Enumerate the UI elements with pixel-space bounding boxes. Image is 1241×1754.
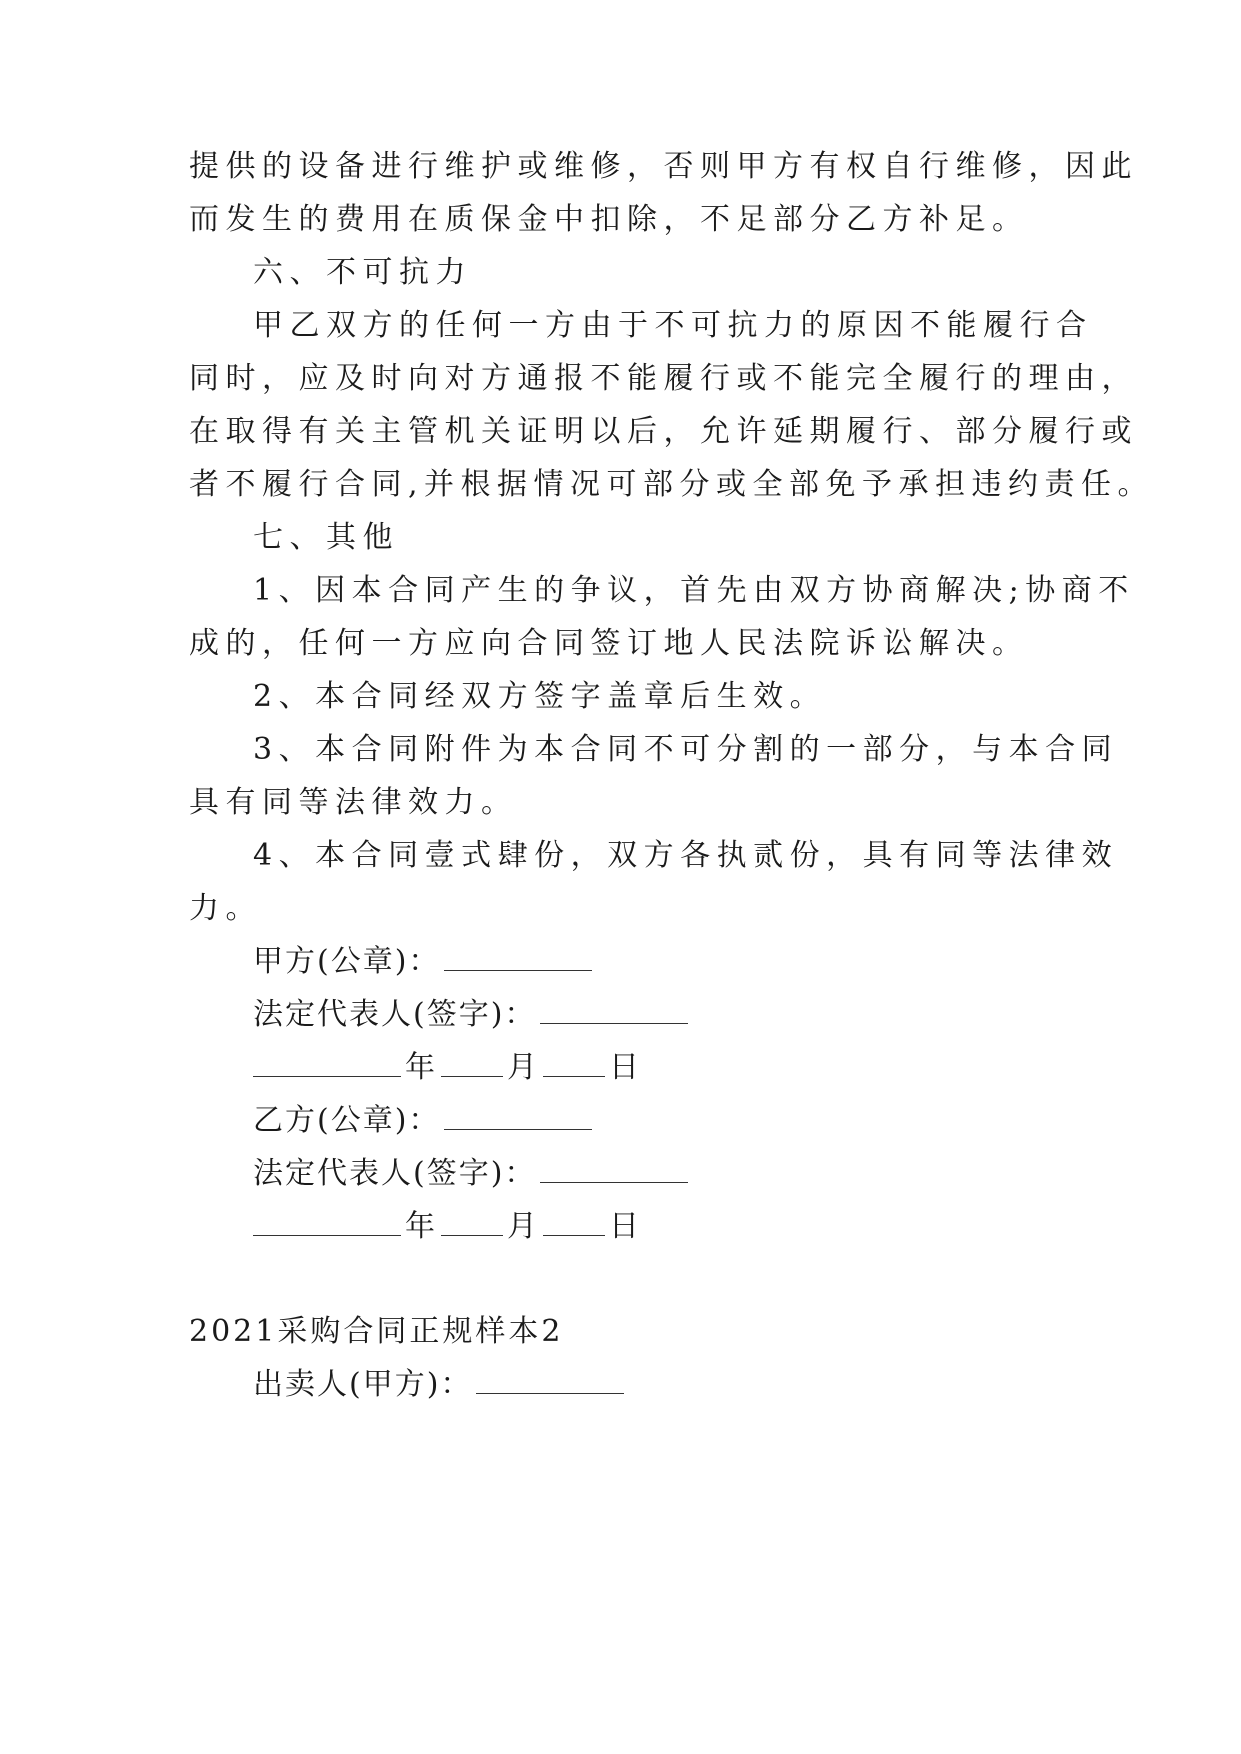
party-a-seal-label: 甲方(公章)： — [253, 944, 441, 979]
body-line: 提供的设备进行维护或维修，否则甲方有权自行维修，因此 — [189, 149, 1138, 184]
clause-3-line: 具有同等法律效力。 — [189, 785, 518, 820]
party-a-seal-row — [253, 942, 596, 982]
body-line: 者不履行合同,并根据情况可部分或全部免予承担违约责任。 — [189, 467, 1155, 502]
body-line: 在取得有关主管机关证明以后，允许延期履行、部分履行或 — [189, 414, 1138, 449]
month-label: 月 — [507, 1209, 539, 1244]
clause-3-line: 3、本合同附件为本合同不可分割的一部分，与本合同 — [253, 732, 1119, 767]
party-a-rep-label: 法定代表人(签字)： — [253, 997, 537, 1032]
party-b-rep-row — [253, 1154, 692, 1194]
clause-4-line: 4、本合同壹式肆份，双方各执贰份，具有同等法律效 — [253, 838, 1119, 873]
section-heading-other: 七、其他 — [253, 520, 399, 555]
day-label: 日 — [609, 1209, 641, 1244]
party-b-seal-row — [253, 1101, 596, 1141]
section-heading-force-majeure: 六、不可抗力 — [253, 255, 472, 290]
year-label: 年 — [405, 1050, 437, 1085]
seller-label: 出卖人(甲方)： — [253, 1367, 473, 1402]
clause-2-line: 2、本合同经双方签字盖章后生效。 — [253, 679, 827, 714]
party-a-year-blank[interactable] — [253, 1048, 401, 1077]
year-label: 年 — [405, 1209, 437, 1244]
month-label: 月 — [507, 1050, 539, 1085]
party-b-date-row — [253, 1207, 641, 1247]
clause-4-line: 力。 — [189, 891, 262, 926]
party-a-month-blank[interactable] — [441, 1048, 503, 1077]
party-a-day-blank[interactable] — [543, 1048, 605, 1077]
document-title: 2021采购合同正规样本2 — [189, 1314, 564, 1349]
clause-1-line: 1、因本合同产生的争议，首先由双方协商解决;协商不 — [253, 573, 1135, 608]
clause-1-line: 成的，任何一方应向合同签订地人民法院诉讼解决。 — [189, 626, 1029, 661]
party-b-rep-label: 法定代表人(签字)： — [253, 1156, 537, 1191]
day-label: 日 — [609, 1050, 641, 1085]
party-b-rep-blank[interactable] — [540, 1154, 688, 1183]
party-a-rep-blank[interactable] — [540, 995, 688, 1024]
seller-row — [253, 1365, 628, 1405]
party-b-seal-label: 乙方(公章)： — [253, 1103, 441, 1138]
body-line: 甲乙双方的任何一方由于不可抗力的原因不能履行合 — [253, 308, 1093, 343]
party-a-date-row — [253, 1048, 641, 1088]
party-a-rep-row — [253, 995, 692, 1035]
party-a-seal-blank[interactable] — [444, 942, 592, 971]
seller-blank[interactable] — [476, 1365, 624, 1394]
body-line: 而发生的费用在质保金中扣除，不足部分乙方补足。 — [189, 202, 1029, 237]
party-b-day-blank[interactable] — [543, 1207, 605, 1236]
party-b-month-blank[interactable] — [441, 1207, 503, 1236]
body-line: 同时，应及时向对方通报不能履行或不能完全履行的理由， — [189, 361, 1138, 396]
party-b-seal-blank[interactable] — [444, 1101, 592, 1130]
party-b-year-blank[interactable] — [253, 1207, 401, 1236]
